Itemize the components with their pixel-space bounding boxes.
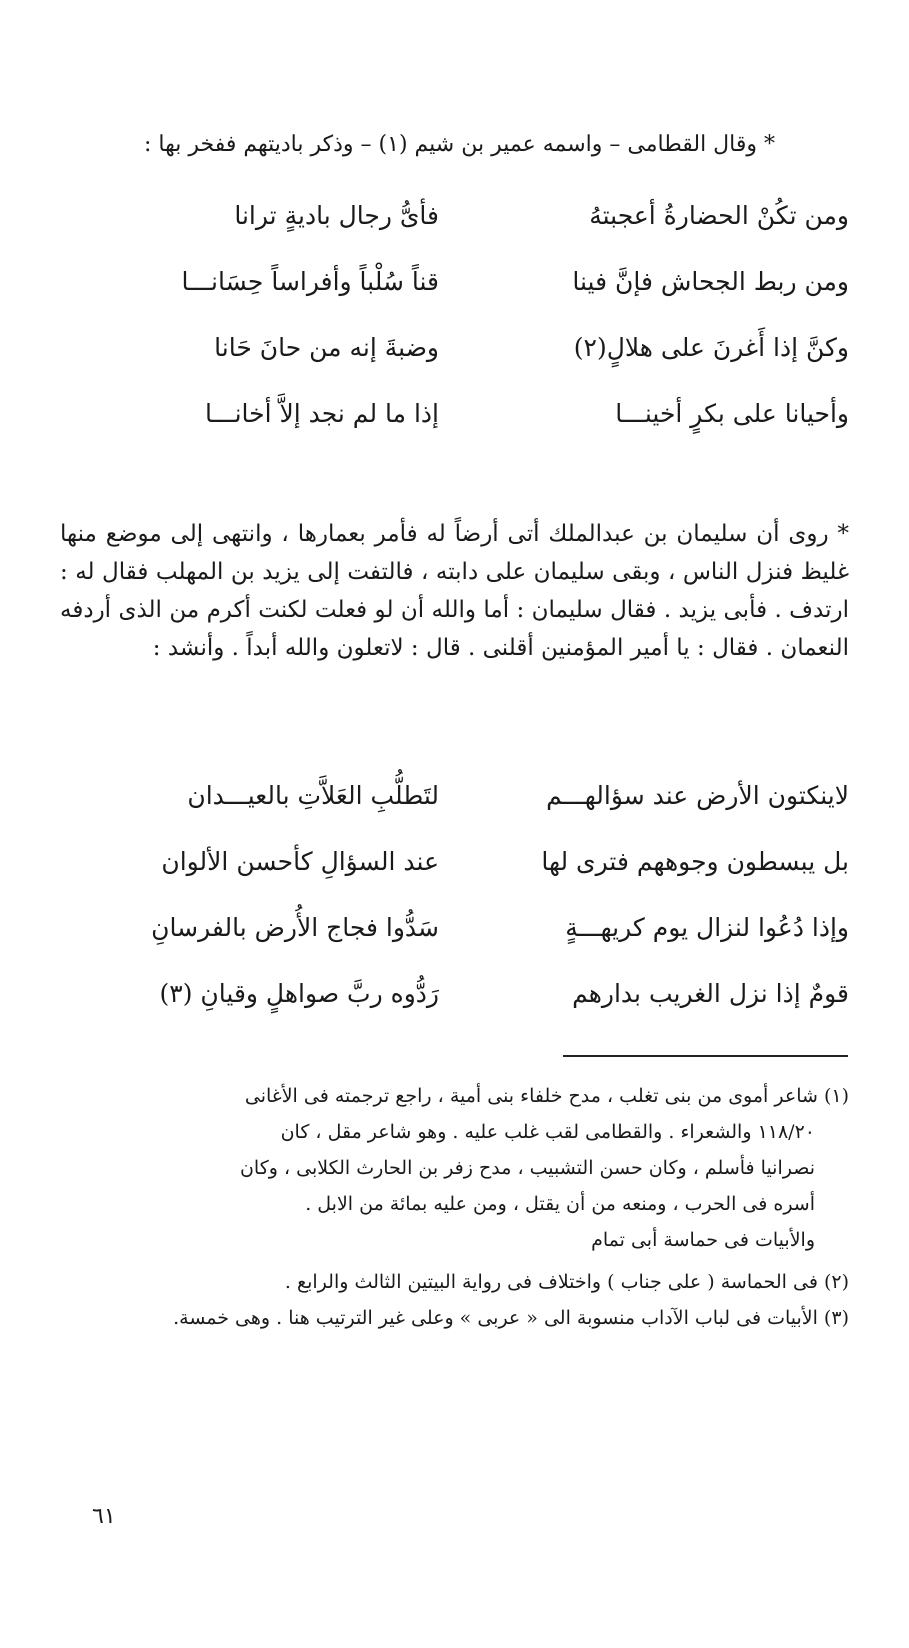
- verse-second-hemistich: وضبةَ إنه من حانَ حَانا: [214, 333, 439, 362]
- poem-qutami: [60, 196, 849, 460]
- verse-first-hemistich: قومٌ إذا نزل الغريب بدارهم: [572, 979, 849, 1008]
- verse-first-hemistich: ومن تكُنْ الحضارةُ أعجبتهُ: [589, 201, 849, 230]
- footnote-line: (١) شاعر أموى من بنى تغلب ، مدح خلفاء بنى أمية ، راجع ترجمته فى الأغانى: [244, 1085, 849, 1107]
- verse-row: [60, 196, 849, 262]
- footnote-3: (٣) الأبيات فى لباب الآداب منسوبة الى « عربى » وعلى غير الترتيب هنا . وهى خمسة.: [173, 1307, 849, 1329]
- footnote-1: [60, 1078, 849, 1258]
- verse-first-hemistich: وإذا دُعُوا لنزال يوم كريهـــةٍ: [565, 913, 849, 942]
- footnote-line: نصرانيا فأسلم ، وكان حسن التشبيب ، مدح زفر بن الحارث الكلابى ، وكان: [239, 1157, 815, 1179]
- intro-line: * وقال القطامى – واسمه عمير بن شيم (١) – وذكر باديتهم ففخر بها :: [144, 132, 775, 157]
- footnote-line: والأبيات فى حماسة أبى تمام: [591, 1229, 815, 1251]
- footnote-line: أسره فى الحرب ، ومنعه من أن يقتل ، ومن عليه بمائة من الابل .: [305, 1193, 815, 1215]
- footnote-line: ١١٨/٢٠ والشعراء . والقطامى لقب غلب عليه . وهو شاعر مقل ، كان: [280, 1121, 815, 1143]
- verse-row: [60, 328, 849, 394]
- footnote-divider: [563, 1055, 848, 1057]
- verse-row: [60, 842, 849, 908]
- verse-second-hemistich: إذا ما لم نجد إلاَّ أخانـــا: [204, 399, 439, 428]
- verse-row: [60, 908, 849, 974]
- footnotes: [60, 1078, 849, 1336]
- verse-first-hemistich: ومن ربط الجحاش فإنَّ فينا: [572, 267, 849, 296]
- verse-row: [60, 776, 849, 842]
- verse-first-hemistich: وأحيانا على بكرٍ أخينـــا: [615, 399, 849, 428]
- verse-first-hemistich: بل يبسطون وجوههم فترى لها: [541, 847, 849, 876]
- verse-row: [60, 974, 849, 1040]
- poem-sulayman: [60, 776, 849, 1040]
- prose-paragraph: * روى أن سليمان بن عبدالملك أتى أرضاً له فأمر بعمارها ، وانتهى إلى موضع منها غليظ فنزل الناس ، وبقى سليمان على دابته ، فالتفت إلى يزيد بن المهلب فقال له : ارتدف . فأبى يزيد . فقال سليمان : أما والله أن لو فعلت لكنت أكرم من الذى أردفه النعمان . فقال : يا أمير المؤمنين أقلنى . قال : لاتعلون والله أبداً . وأنشد :: [60, 521, 849, 661]
- verse-second-hemistich: لتَطلُّبِ العَلاَّتِ بالعيـــدان: [187, 781, 439, 810]
- page-number: ٦١: [92, 1504, 116, 1529]
- verse-second-hemistich: قناً سُلْباً وأفراساً حِسَانـــا: [181, 267, 439, 296]
- verse-second-hemistich: سَدُّوا فجاج الأُرض بالفرسانِ: [151, 913, 439, 942]
- verse-row: [60, 262, 849, 328]
- verse-second-hemistich: فأىُّ رجال باديةٍ ترانا: [234, 201, 439, 230]
- verse-row: [60, 394, 849, 460]
- verse-second-hemistich: عند السؤالِ كأحسن الألوان: [161, 847, 439, 876]
- verse-second-hemistich: رَدُّوه ربَّ صواهلٍ وقيانِ (٣): [159, 979, 439, 1008]
- verse-first-hemistich: وكنَّ إذا أَغرنَ على هلالٍ(٢): [573, 333, 849, 362]
- footnote-2: (٢) فى الحماسة ( على جناب ) واختلاف فى رواية البيتين الثالث والرابع .: [284, 1271, 849, 1293]
- verse-first-hemistich: لاينكتون الأرض عند سؤالهـــم: [546, 781, 849, 810]
